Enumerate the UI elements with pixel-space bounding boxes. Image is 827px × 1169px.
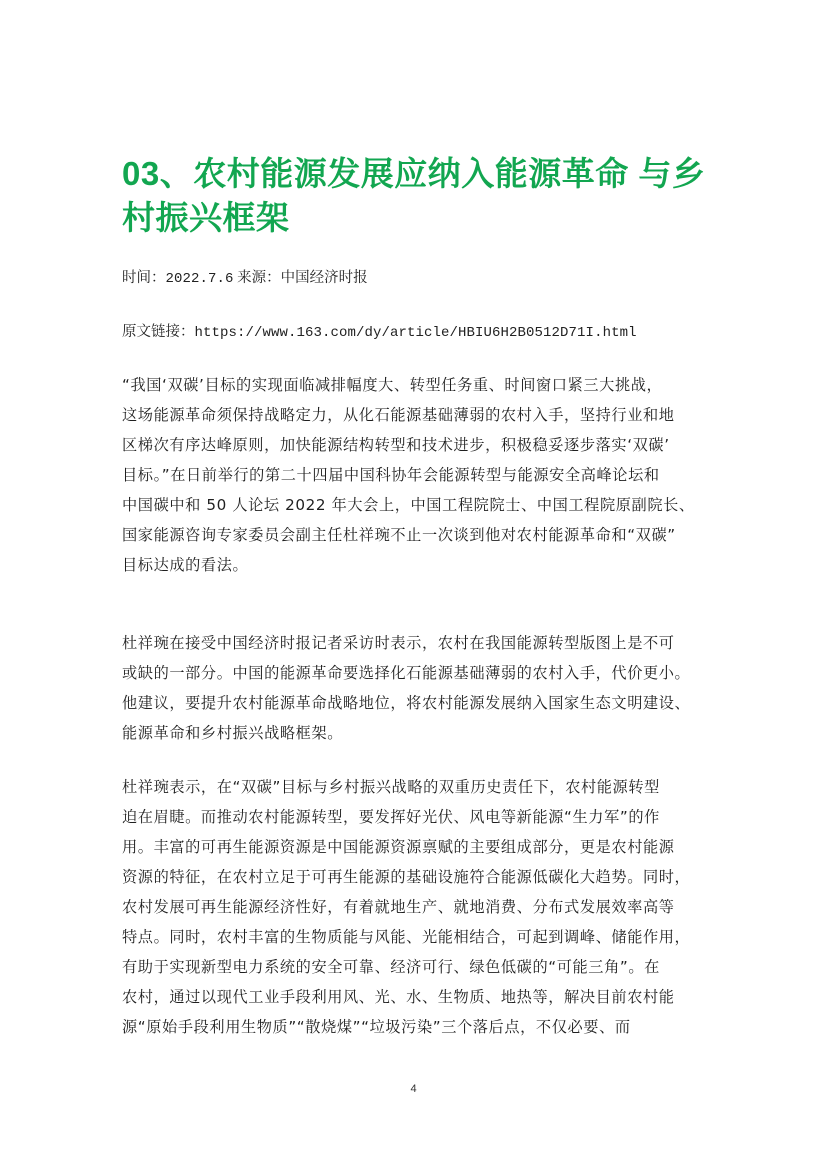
paragraph-line: 资源的特征，在农村立足于可再生能源的基础设施符合能源低碳化大趋势。同时， [122,868,691,886]
paragraph-line: 有助于实现新型电力系统的安全可靠、经济可行、绿色低碳的“可能三角”。在 [122,958,660,976]
page-number: 4 [410,1083,417,1095]
paragraph-2 [122,628,712,748]
time-label: 时间： [122,270,166,286]
paragraph-line: 用。丰富的可再生能源资源是中国能源资源禀赋的主要组成部分，更是农村能源 [122,838,675,856]
paragraph-line: 特点。同时，农村丰富的生物质能与风能、光能相结合，可起到调峰、储能作用， [122,928,691,946]
link-label: 原文链接： [122,324,195,340]
article-meta-link [122,320,637,341]
paragraph-line: 源“原始手段利用生物质”“散烧煤”“垃圾污染”三个落后点，不仅必要、而 [122,1018,631,1036]
paragraph-line: 这场能源革命须保持战略定力，从化石能源基础薄弱的农村入手，坚持行业和地 [122,406,675,424]
title-line: 03、农村能源发展应纳入能源革命 与乡 [122,155,706,192]
paragraph-line: 区梯次有序达峰原则，加快能源结构转型和技术进步，积极稳妥逐步落实‘双碳’ [122,436,670,454]
paragraph-line: 农村发展可再生能源经济性好，有着就地生产、就地消费、分布式发展效率高等 [122,898,675,916]
article-meta-time-source [122,266,368,287]
paragraph-line: 杜祥琬在接受中国经济时报记者采访时表示，农村在我国能源转型版图上是不可 [122,634,675,652]
paragraph-line: 目标。”在日前举行的第二十四届中国科协年会能源转型与能源安全高峰论坛和 [122,466,660,484]
paragraph-line: 国家能源咨询专家委员会副主任杜祥琬不止一次谈到他对农村能源革命和“双碳” [122,526,676,544]
paragraph-line: 迫在眉睫。而推动农村能源转型，要发挥好光伏、风电等新能源“生力军”的作 [122,808,660,826]
paragraph-line: 目标达成的看法。 [122,556,249,574]
source-link[interactable]: https://www.163.com/dy/article/HBIU6H2B0512D71I.html [194,325,637,341]
paragraph-line: 中国碳中和 50 人论坛 2022 年大会上，中国工程院院士、中国工程院原副院长、 [122,496,695,514]
paragraph-1 [122,370,712,580]
paragraph-line: 能源革命和乡村振兴战略框架。 [122,724,344,742]
article-title [122,152,722,240]
paragraph-3 [122,772,712,1042]
source-label: 来源： [237,270,281,286]
paragraph-line: “我国‘双碳’目标的实现面临减排幅度大、转型任务重、时间窗口紧三大挑战， [122,376,663,394]
time-value: 2022.7.6 [165,271,234,287]
source-value: 中国经济时报 [280,270,368,286]
title-line: 村振兴框架 [122,199,290,236]
paragraph-line: 或缺的一部分。中国的能源革命要选择化石能源基础薄弱的农村入手，代价更小。 [122,664,691,682]
paragraph-line: 农村，通过以现代工业手段利用风、光、水、生物质、地热等，解决目前农村能 [122,988,675,1006]
paragraph-line: 杜祥琬表示，在“双碳”目标与乡村振兴战略的双重历史责任下，农村能源转型 [122,778,660,796]
paragraph-line: 他建议，要提升农村能源革命战略地位，将农村能源发展纳入国家生态文明建设、 [122,694,691,712]
